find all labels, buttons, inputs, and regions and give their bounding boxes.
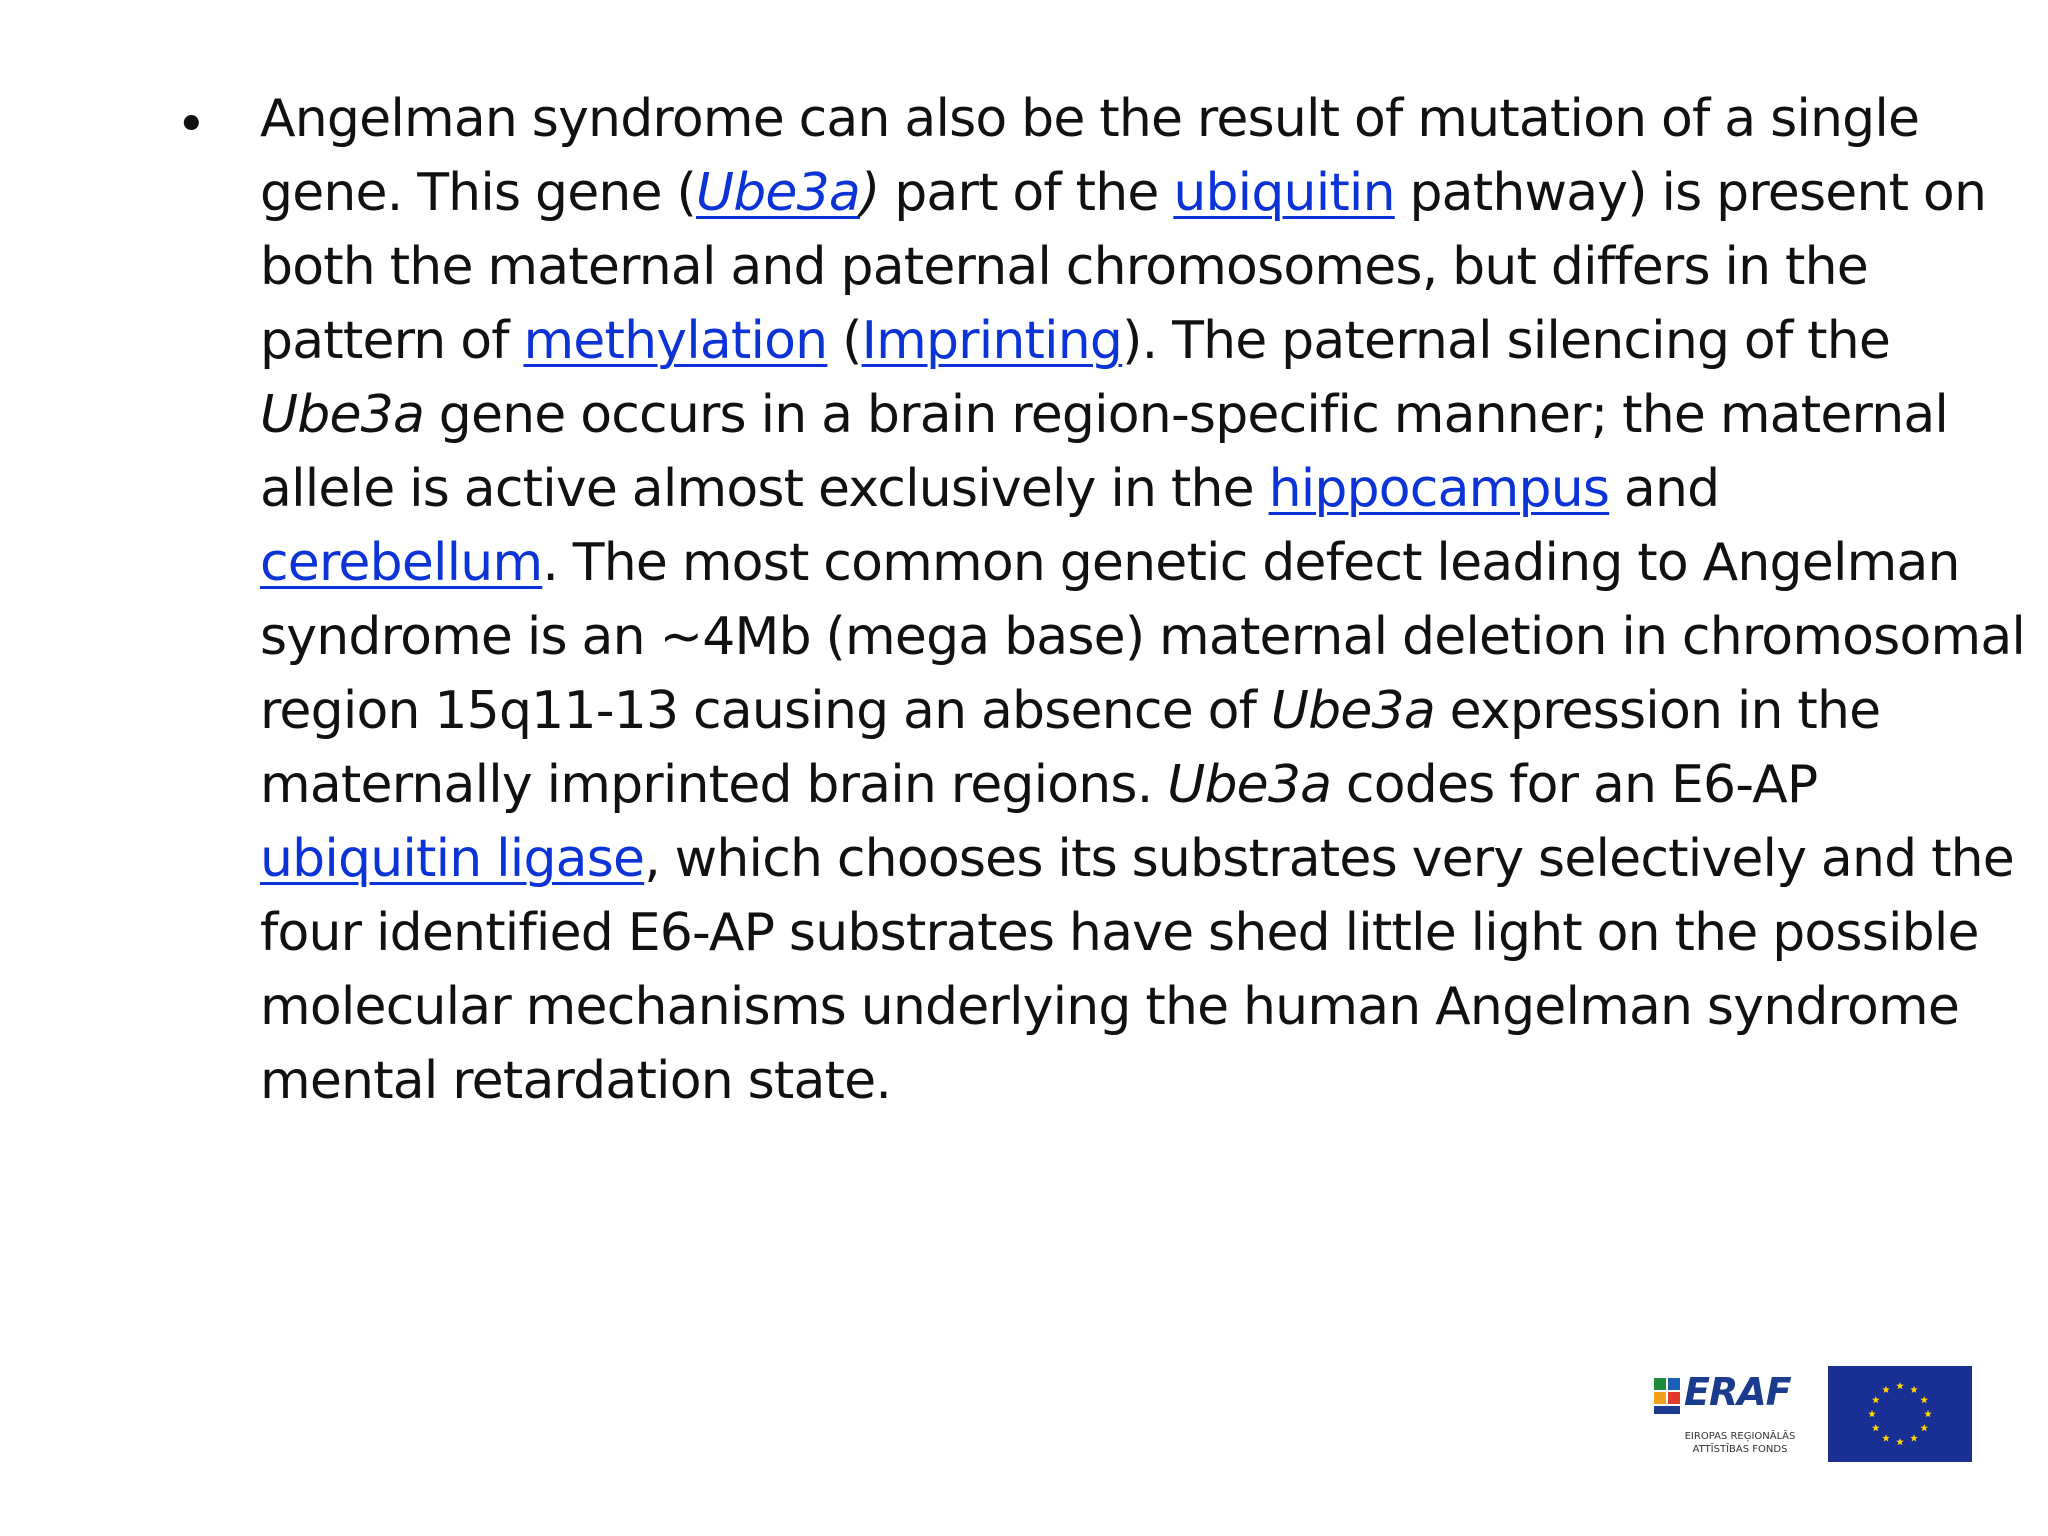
link-ubiquitin[interactable]: ubiquitin [1173,163,1395,223]
eraf-mark-icon [1652,1376,1682,1416]
link-imprinting[interactable]: Imprinting [861,311,1123,371]
link-methylation[interactable]: methylation [523,311,828,371]
text-run: ( [827,311,862,371]
link-cerebellum[interactable]: cerebellum [260,533,543,593]
text-run: part of the [879,163,1174,223]
eraf-subtitle-line2: ATTĪSTĪBAS FONDS [1692,1444,1788,1455]
text-run: Ube3a [1167,755,1332,815]
eraf-wordmark: ERAF [1684,1370,1791,1414]
text-run: codes for an E6-AP [1331,755,1818,815]
eraf-logo [1652,1366,1824,1466]
link-hippocampus[interactable]: hippocampus [1268,459,1610,519]
text-run: pathway) is present on both the maternal and paternal chromosomes, but differs in the pattern of [260,163,1987,371]
logos [1652,1366,1972,1466]
text-run: Angelman syndrome can also be the result of mutation of a single gene. This gene ( [260,89,1920,223]
text-run: . The most common genetic defect leading to Angelman syndrome is an ~4Mb (mega base) maternal deletion in chromosomal region 15q11-13 causing an absence of [260,533,2026,741]
text-run: expression in the maternally imprinted brain regions. [260,681,1881,815]
link-ube3a[interactable]: Ube3a [695,163,860,223]
link-ubiquitin-ligase[interactable]: ubiquitin ligase [260,829,645,889]
body-paragraph [260,82,2028,1118]
eraf-subtitle [1660,1430,1820,1456]
text-run: , which chooses its substrates very selectively and the four identified E6-AP substrates have shed little light on the possible molecular mechanisms underlying the human Angelman syndrome mental retardation state. [260,829,2015,1111]
eu-flag-icon [1828,1366,1972,1462]
text-run: Ube3a [1270,681,1435,741]
text-run: ). The paternal silencing of the [1122,311,1891,371]
text-run: gene occurs in a brain region-specific manner; the maternal allele is active almost exclusively in the [260,385,1949,519]
bullet-marker: • [176,95,207,155]
text-run: ) [859,163,880,223]
text-run: and [1609,459,1720,519]
eraf-subtitle-line1: EIROPAS REĢIONĀLĀS [1684,1431,1796,1442]
text-run: Ube3a [260,385,425,445]
